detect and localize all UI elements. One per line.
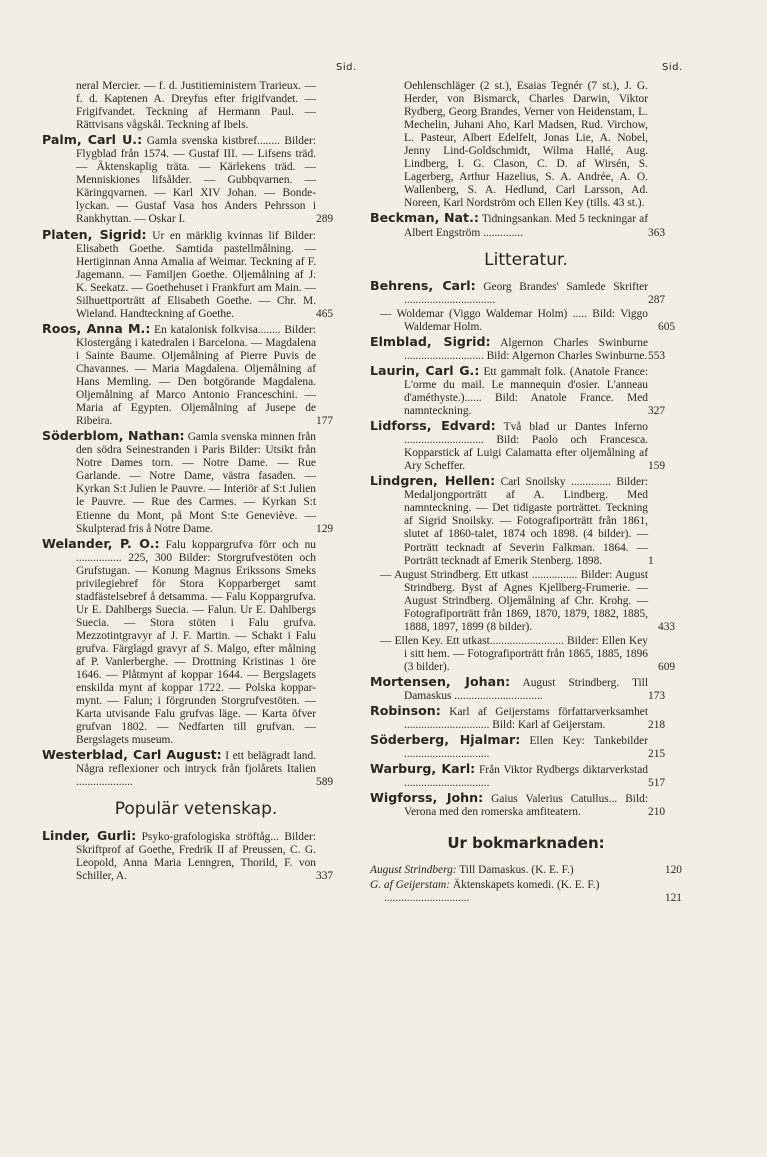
author-name: Beckman, Nat.: <box>370 210 479 226</box>
author-name: Linder, Gurli: <box>42 827 137 843</box>
index-entry: Platen, Sigrid: Ur en märklig kvinnas lif Bilder: Elisabeth Goethe. Samtida pastellmålning. — Hertiginnan Anna Amalia af Weimar. Teckning af F. Jagemann. — Familjen Goethe. Oljemålning af J. K. Seekatz. — Goethehuset i Frankfurt am Main. — Silhuettporträtt af Elisabeth Goethe. — Chr. M. Wieland. Handteckning af Goethe. 465 <box>42 226 334 320</box>
entry-text: Gamla svenska kistbref........ Bilder: Flygblad från 1574. — Gustaf III. — Lifsens träd. — Äktenskaplig träta. — Kärlekens träd. — Menniskiones lifsålder. — Gubbqvarnen. — Käringqvarnen. — Karl XIV Johan. — Bonde-lyckan. — Gustaf Vasa hos Anders Pehrsson i Rankhyttan. — Oskar I. <box>76 135 316 226</box>
index-entry: — Ellen Key. Ett utkast.......................... Bilder: Ellen Key i sitt hem. — Fotografiporträtt från 1865, 1885, 1896 (3 bilder). 609 <box>380 634 676 673</box>
author-name: Wigforss, John: <box>370 790 484 806</box>
entry-text: Ett gammalt folk. (Anatole France: L'orme du mail. Le mannequin d'osier. L'anneau d'améthyste.)...... Bild: Anatole France. Med namnteckning. <box>404 365 648 418</box>
entry-text: Georg Brandes' Samlede Skrifter ................................ <box>404 280 648 306</box>
index-entry: Linder, Gurli: Psyko-grafologiska ströftåg... Bilder: Skriftprof af Goethe, Fredrik II af Preussen, C. G. Leopold, Anna Maria Lenngren, Thorild, F. von Schiller, A. 337 <box>42 827 334 882</box>
index-entry: Warburg, Karl: Från Viktor Rydbergs diktarverkstad .............................. 517 <box>370 761 666 790</box>
entry-text: En katalonisk folkvisa........ Bilder: Klostergång i katedralen i Barcelona. — Magdalena i Sainte Baume. Oljemålning af Pierre Puvis de Chavannes. — Maria Magdalena. Oljemålning af Hans Memling. — Den botgörande Magdalena. Oljemålning af Marco Antonio Franceschini. — Maria af Egypten. Oljemålning af Jusepe de Ribeira. <box>76 323 316 428</box>
entry-text: Falu koppargrufva förr och nu ................ 225, 300 Bilder: Storgrufvestöten och Grufstugan. — Konung Magnus Erikssons Smeks privilegiebref för Stora Kopparberget samt stadfästelsebref å detsamma. — Falu Koppargrufva. Ur E. Dahlbergs Suecia. — Falun. Ur E. Dahlbergs Suecia. — Stora stöten i Falu grufva. Mezzotintgravyr af J. F. Martin. — Schakt i Falu grufva. Färglagd gravyr af S. Malgo, efter målning af P. Vanlerberghe. — Drottning Kristinas 1 öre 1646. — Plåtmynt af koppar 1644. — Bergslagets enskilda mynt af koppar 1722. — Polska koppar-mynt. — Falun; i förgrunden Storgrufvestöten. — Karta utvisande Falu grufvas läge. — Karta öfver grufvan 1802. — Nedfarten till grufvan. — Bergslagets museum. <box>76 538 316 747</box>
index-entry: Laurin, Carl G.: Ett gammalt folk. (Anatole France: L'orme du mail. Le mannequin d'osier. L'anneau d'améthyste.)...... Bild: Anatole France. Med namnteckning. 327 <box>370 362 666 418</box>
index-entry: Roos, Anna M.: En katalonisk folkvisa........ Bilder: Klostergång i katedralen i Barcelona. — Magdalena i Sainte Baume. Oljemålning af Pierre Puvis de Chavannes. — Maria Magdalena. Oljemålning af Hans Memling. — Den botgörande Magdalena. Oljemålning af Marco Antonio Franceschini. — Maria af Egypten. Oljemålning af Jusepe de Ribeira. 177 <box>42 320 334 428</box>
entry-text: Ellen Key: Tankebilder .............................. <box>404 735 648 761</box>
author-name: Elmblad, Sigrid: <box>370 333 491 349</box>
entry-text: Gamla svenska minnen från den södra Seinestranden i Paris Bilder: Utsikt från Notre Dames torn. — Notre Dame. — Rue Garlande. — Notre Dame, västra fasaden. — Kyrkan S:t Julien le Pauvre. — Interiör af S:t Julien le Pauvre. — Rue des Carmes. — Kyrkan S:t Etienne du Mont, på Mont S:te Geneviève. — Skulpterad fris å Notre Dame. <box>76 431 316 535</box>
book-entry <box>370 879 682 905</box>
index-entry: Behrens, Carl: Georg Brandes' Samlede Skrifter ................................ 287 <box>370 277 666 306</box>
entry-text: Algernon Charles Swinburne ............................ Bild: Algernon Charles Swinburne. <box>404 336 648 362</box>
index-entry: Söderberg, Hjalmar: Ellen Key: Tankebilder .............................. 215 <box>370 732 666 761</box>
book-author: August Strindberg: <box>370 864 457 877</box>
author-name: Palm, Carl U.: <box>42 132 143 148</box>
author-name: Robinson: <box>370 703 441 719</box>
book-entry <box>370 864 682 877</box>
entry-text: Karl af Geijerstams författarverksamhet .............................. Bild: Karl af Geijerstam. <box>404 706 648 732</box>
author-name: Westerblad, Carl August: <box>42 747 222 763</box>
section-heading: Populär vetenskap. <box>114 799 278 820</box>
index-entry: Söderblom, Nathan: Gamla svenska minnen från den södra Seinestranden i Paris Bilder: Utsikt från Notre Dames torn. — Notre Dame. — Rue Garlande. — Notre Dame, västra fasaden. — Kyrkan S:t Julien le Pauvre. — Interiör af S:t Julien le Pauvre. — Rue des Carmes. — Kyrkan S:t Etienne du Mont, på Mont S:te Geneviève. — Skulpterad fris å Notre Dame. 129 <box>42 428 334 535</box>
index-entry: Robinson: Karl af Geijerstams författarverksamhet .............................. Bild: Karl af Geijerstam. 218 <box>370 703 666 732</box>
index-entry: Wigforss, John: Gaius Valerius Catullus... Bild: Verona med den romerska amfiteatern. 210 <box>370 790 666 819</box>
entry-text: Gaius Valerius Catullus... Bild: Verona med den romerska amfiteatern. <box>404 793 648 819</box>
entry-text: Psyko-grafologiska ströftåg... Bilder: Skriftprof af Goethe, Fredrik II af Preussen, C. G. Leopold, Anna Maria Lenngren, Thorild, F. von Schiller, A. <box>76 830 316 882</box>
index-entry: — August Strindberg. Ett utkast ................ Bilder: August Strindberg. Byst af Agnes Kjellberg-Frumerie. — August Strindberg. Oljemålning af Chr. Krohg. — Fotografiporträtt från 1869, 1870, 1879, 1882, 1885, 1888, 1897, 1899 (8 bilder). 433 <box>380 568 676 633</box>
index-entry: Beckman, Nat.: Tidningsankan. Med 5 teckningar af Albert Engström .............. 363 <box>370 210 666 239</box>
index-entry <box>42 537 350 748</box>
index-column-right <box>370 80 682 906</box>
entry-text: — Woldemar (Viggo Waldemar Holm) ..... Bild: Viggo Waldemar Holm. <box>380 307 648 333</box>
entry-continuation <box>42 80 350 132</box>
entry-text: Tidningsankan. Med 5 teckningar af Albert Engström .............. <box>404 213 648 239</box>
index-column-left <box>42 80 350 884</box>
entry-text: — August Strindberg. Ett utkast ................ Bilder: August Strindberg. Byst af Agnes Kjellberg-Frumerie. — August Strindberg. Oljemålning af Chr. Krohg. — Fotografiporträtt från 1869, 1870, 1879, 1882, 1885, 1888, 1897, 1899 (8 bilder). <box>380 568 648 633</box>
entry-text: August Strindberg. Till Damaskus ............................... <box>404 676 648 703</box>
book-author: G. af Geijerstam: <box>370 878 451 891</box>
entry-text: Från Viktor Rydbergs diktarverkstad .............................. <box>404 764 648 790</box>
entry-text: Två blad ur Dantes Inferno ............................ Bild: Paolo och Francesca. Kopparstick af Luigi Calamatta efter oljemålning af Ary Scheffer. <box>404 421 648 473</box>
author-name: Warburg, Karl: <box>370 761 476 777</box>
author-name: Roos, Anna M.: <box>42 320 151 336</box>
book-title: Till Damaskus. (K. E. F.) <box>459 864 574 877</box>
entry-text: — Ellen Key. Ett utkast.......................... Bilder: Ellen Key i sitt hem. — Fotografiporträtt från 1865, 1885, 1896 (3 bilder). <box>380 634 648 673</box>
author-name: Lidforss, Edvard: <box>370 418 496 434</box>
author-name: Lindgren, Hellen: <box>370 473 496 489</box>
section-heading: Litteratur. <box>484 249 568 270</box>
index-entry: Mortensen, Johan: August Strindberg. Till Damaskus ............................... 173 <box>370 673 666 703</box>
index-entry: Palm, Carl U.: Gamla svenska kistbref........ Bilder: Flygblad från 1574. — Gustaf III. — Lifsens träd. — Äktenskaplig träta. — Kärlekens träd. — Menniskiones lifsålder. — Gubbqvarnen. — Käringqvarnen. — Karl XIV Johan. — Bonde-lyckan. — Gustaf Vasa hos Anders Pehrsson i Rankhyttan. — Oskar I. 289 <box>42 132 334 226</box>
author-name: Welander, P. O.: <box>42 535 160 551</box>
entry-text: Oehlenschläger (2 st.), Esaias Tegnér (7 st.), J. G. Herder, von Bismarck, Charles Darwin, Viktor Rydberg, Georg Brandes, Verner von Heidenstam, L. Mechelin, Juhani Aho, Karl Madsen, Rud. Virchow, L. Pasteur, Albert Edelfelt, Jonas Lie, A. Nobel, Jenny Lind-Goldschmidt, Wilma Hallé, Aug. Lindberg, I. G. Clason, C. D. af Wirsén, S. Lagerberg, Arthur Hazelius, S. A. Andrée, A. O. Wallenberg, S. A. Hedlund, Carl Larsson, Ad. Noreen, Karl Nordström och Ellen Key (tills. 43 st.). <box>404 80 648 210</box>
index-entry: Lidforss, Edvard: Två blad ur Dantes Inferno ............................ Bild: Paolo och Francesca. Kopparstick af Luigi Calamatta efter oljemålning af Ary Scheffer. 159 <box>370 418 666 473</box>
entry-continuation <box>370 80 682 210</box>
author-name: Behrens, Carl: <box>370 277 476 293</box>
page-column-header-right: Sid. <box>662 62 683 73</box>
entry-text: I ett belägradt land. Några reflexioner och intryck från fjolårets Italien .................... <box>76 750 316 789</box>
page-number: 121 <box>664 891 682 904</box>
entry-text: Ur en märklig kvinnas lif Bilder: Elisabeth Goethe. Samtida pastellmålning. — Hertiginnan Anna Amalia af Weimar. Teckning af F. Jagemann. — Familjen Goethe. Oljemålning af J. K. Seekatz. — Goethehuset i Frankfurt am Main. — Silhuettporträtt af Elisabeth Goethe. — Chr. M. Wieland. Handteckning af Goethe. <box>76 229 316 320</box>
entry-text: neral Mercier. — f. d. Justitieministern Trarieux. — f. d. Kaptenen A. Dreyfus efter frigifvandet. — Frigifvandet. Teckning af Hermann Paul. — Rättvisans vågskål. Teckning af Ibels. <box>76 80 316 132</box>
author-name: Platen, Sigrid: <box>42 226 147 242</box>
section-heading: Ur bokmarknaden: <box>447 834 605 853</box>
book-title: Äktenskapets komedi. (K. E. F.) .............................. <box>384 878 600 904</box>
entry-text: Carl Snoilsky .............. Bilder: Medaljongporträtt af A. Lindberg. Med namnteckning. — Det tidigaste porträttet. Teckning af Sigrid Snoilsky. — Fotografiporträtt från 1861, slutet af 1860-talet, 1874 och 1898. (4 bilder). — Porträtt tecknadt af Severin Falkman. 1864. — Porträtt tecknadt af Emerik Stenberg. 1898. <box>404 476 648 567</box>
index-entry: Elmblad, Sigrid: Algernon Charles Swinburne ............................ Bild: Algernon Charles Swinburne. 553 <box>370 333 666 362</box>
page-column-header-left: Sid. <box>336 62 357 73</box>
author-name: Laurin, Carl G.: <box>370 362 480 378</box>
author-name: Söderblom, Nathan: <box>42 428 185 444</box>
index-entry: — Woldemar (Viggo Waldemar Holm) ..... Bild: Viggo Waldemar Holm. 605 <box>380 307 676 333</box>
index-entry: Lindgren, Hellen: Carl Snoilsky .............. Bilder: Medaljongporträtt af A. Lindberg. Med namnteckning. — Det tidigaste porträttet. Teckning af Sigrid Snoilsky. — Fotografiporträtt från 1861, slutet af 1860-talet, 1874 och 1898. (4 bilder). — Porträtt tecknadt af Severin Falkman. 1864. — Porträtt tecknadt af Emerik Stenberg. 1898. 1 <box>370 473 654 567</box>
author-name: Söderberg, Hjalmar: <box>370 732 521 748</box>
page-number: 120 <box>664 864 682 877</box>
index-entry: Westerblad, Carl August: I ett belägradt land. Några reflexioner och intryck från fjolårets Italien .................... 589 <box>42 747 334 789</box>
author-name: Mortensen, Johan: <box>370 673 511 689</box>
